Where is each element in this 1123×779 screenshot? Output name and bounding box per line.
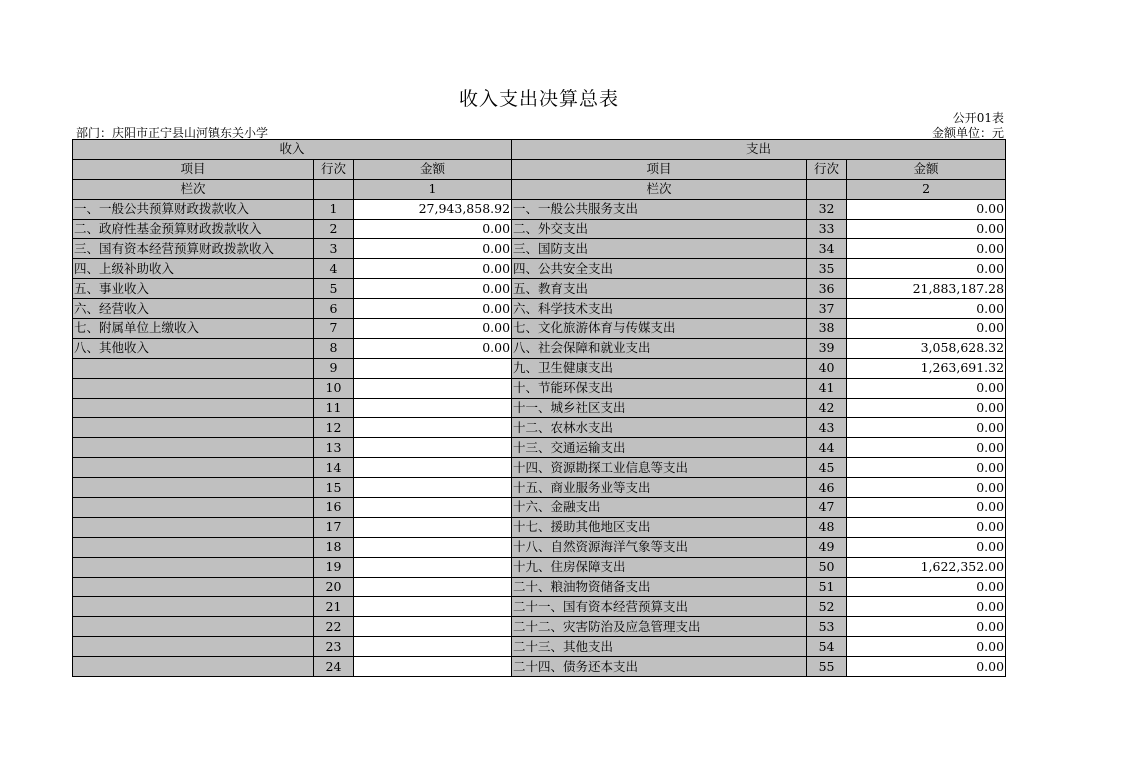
header-row-column-index (73, 179, 1006, 199)
expense-amount-cell: 21,883,187.28 (847, 279, 1006, 299)
income-item-cell (73, 597, 314, 617)
income-amount-cell (354, 458, 512, 478)
expense-item-cell: 十六、金融支出 (512, 498, 807, 518)
income-item-cell: 二、政府性基金预算财政拨款收入 (73, 219, 314, 239)
table-row (73, 239, 1006, 259)
income-line-cell: 23 (314, 637, 354, 657)
expense-item-cell: 三、国防支出 (512, 239, 807, 259)
income-amount-cell: 0.00 (354, 279, 512, 299)
expense-amount-header: 金额 (847, 159, 1006, 179)
header-row-section (73, 140, 1006, 160)
expense-line-cell: 40 (807, 358, 847, 378)
expense-line-cell: 52 (807, 597, 847, 617)
income-item-cell: 八、其他收入 (73, 338, 314, 358)
income-line-cell: 12 (314, 418, 354, 438)
income-item-cell: 七、附属单位上缴收入 (73, 319, 314, 339)
income-column-blank (314, 179, 354, 199)
income-amount-cell (354, 557, 512, 577)
expense-amount-cell: 0.00 (847, 438, 1006, 458)
expense-item-cell: 十五、商业服务业等支出 (512, 478, 807, 498)
expense-item-cell: 二十、粮油物资储备支出 (512, 577, 807, 597)
expense-line-cell: 38 (807, 319, 847, 339)
income-line-cell: 18 (314, 537, 354, 557)
expense-item-cell: 五、教育支出 (512, 279, 807, 299)
expense-line-cell: 36 (807, 279, 847, 299)
budget-table (72, 139, 1006, 677)
expense-amount-cell: 0.00 (847, 517, 1006, 537)
income-item-cell: 六、经营收入 (73, 299, 314, 319)
table-row (73, 299, 1006, 319)
income-line-cell: 17 (314, 517, 354, 537)
expense-item-cell: 六、科学技术支出 (512, 299, 807, 319)
expense-amount-cell: 1,622,352.00 (847, 557, 1006, 577)
expense-item-cell: 十一、城乡社区支出 (512, 398, 807, 418)
expense-line-cell: 34 (807, 239, 847, 259)
table-row (73, 537, 1006, 557)
income-item-cell (73, 438, 314, 458)
expense-item-cell: 九、卫生健康支出 (512, 358, 807, 378)
income-item-header: 项目 (73, 159, 314, 179)
income-item-cell (73, 498, 314, 518)
income-amount-cell (354, 577, 512, 597)
table-row (73, 577, 1006, 597)
expense-amount-cell: 0.00 (847, 418, 1006, 438)
table-row (73, 557, 1006, 577)
income-amount-cell (354, 378, 512, 398)
income-item-cell (73, 398, 314, 418)
income-line-cell: 4 (314, 259, 354, 279)
income-amount-cell: 0.00 (354, 299, 512, 319)
expense-amount-cell: 0.00 (847, 398, 1006, 418)
income-item-cell: 一、一般公共预算财政拨款收入 (73, 199, 314, 219)
income-line-cell: 14 (314, 458, 354, 478)
expense-item-cell: 十八、自然资源海洋气象等支出 (512, 537, 807, 557)
table-row (73, 319, 1006, 339)
table-row (73, 378, 1006, 398)
income-line-cell: 9 (314, 358, 354, 378)
income-line-cell: 13 (314, 438, 354, 458)
income-item-cell (73, 657, 314, 677)
expense-line-cell: 53 (807, 617, 847, 637)
expense-amount-cell: 1,263,691.32 (847, 358, 1006, 378)
table-row (73, 219, 1006, 239)
expense-item-cell: 二十三、其他支出 (512, 637, 807, 657)
income-amount-cell (354, 358, 512, 378)
expense-item-cell: 二、外交支出 (512, 219, 807, 239)
table-row (73, 259, 1006, 279)
expense-amount-cell: 0.00 (847, 478, 1006, 498)
income-amount-header: 金额 (354, 159, 512, 179)
income-amount-cell (354, 597, 512, 617)
expense-line-cell: 47 (807, 498, 847, 518)
income-item-cell (73, 557, 314, 577)
expense-line-cell: 41 (807, 378, 847, 398)
income-line-cell: 1 (314, 199, 354, 219)
expense-item-cell: 二十二、灾害防治及应急管理支出 (512, 617, 807, 637)
expense-amount-cell: 0.00 (847, 657, 1006, 677)
income-column-number: 1 (354, 179, 512, 199)
expense-line-cell: 33 (807, 219, 847, 239)
expense-line-cell: 37 (807, 299, 847, 319)
income-item-cell (73, 418, 314, 438)
income-amount-cell (354, 657, 512, 677)
expense-column-label: 栏次 (512, 179, 807, 199)
expense-line-cell: 51 (807, 577, 847, 597)
expense-amount-cell: 0.00 (847, 577, 1006, 597)
income-line-cell: 10 (314, 378, 354, 398)
table-row (73, 279, 1006, 299)
expense-line-cell: 48 (807, 517, 847, 537)
income-item-cell (73, 458, 314, 478)
income-amount-cell (354, 617, 512, 637)
income-item-cell (73, 537, 314, 557)
expense-amount-cell: 0.00 (847, 637, 1006, 657)
income-amount-cell (354, 478, 512, 498)
header-row-columns (73, 159, 1006, 179)
income-column-label: 栏次 (73, 179, 314, 199)
income-amount-cell: 0.00 (354, 259, 512, 279)
table-row (73, 597, 1006, 617)
income-item-cell (73, 358, 314, 378)
expense-amount-cell: 0.00 (847, 239, 1006, 259)
expense-item-cell: 四、公共安全支出 (512, 259, 807, 279)
income-amount-cell (354, 498, 512, 518)
income-item-cell (73, 378, 314, 398)
income-line-cell: 21 (314, 597, 354, 617)
expense-line-cell: 49 (807, 537, 847, 557)
income-line-header: 行次 (314, 159, 354, 179)
expense-line-cell: 39 (807, 338, 847, 358)
income-line-cell: 7 (314, 319, 354, 339)
income-amount-cell: 0.00 (354, 219, 512, 239)
income-amount-cell (354, 537, 512, 557)
expense-amount-cell: 0.00 (847, 299, 1006, 319)
expense-line-cell: 43 (807, 418, 847, 438)
table-row (73, 418, 1006, 438)
income-line-cell: 22 (314, 617, 354, 637)
expense-line-cell: 32 (807, 199, 847, 219)
expense-item-cell: 十、节能环保支出 (512, 378, 807, 398)
income-amount-cell (354, 398, 512, 418)
table-row (73, 358, 1006, 378)
expense-amount-cell: 0.00 (847, 378, 1006, 398)
income-line-cell: 16 (314, 498, 354, 518)
department-label: 部门：庆阳市正宁县山河镇东关小学 (76, 126, 269, 140)
income-item-cell (73, 637, 314, 657)
expense-item-cell: 七、文化旅游体育与传媒支出 (512, 319, 807, 339)
income-item-cell: 五、事业收入 (73, 279, 314, 299)
table-row (73, 657, 1006, 677)
expense-item-cell: 一、一般公共服务支出 (512, 199, 807, 219)
income-item-cell (73, 577, 314, 597)
income-item-cell (73, 517, 314, 537)
expense-item-header: 项目 (512, 159, 807, 179)
expense-amount-cell: 0.00 (847, 319, 1006, 339)
expense-amount-cell: 0.00 (847, 537, 1006, 557)
expense-item-cell: 二十四、债务还本支出 (512, 657, 807, 677)
income-amount-cell: 0.00 (354, 239, 512, 259)
unit-label: 金额单位：元 (931, 126, 1004, 140)
table-row (73, 478, 1006, 498)
income-item-cell (73, 617, 314, 637)
expense-line-cell: 46 (807, 478, 847, 498)
income-amount-cell (354, 517, 512, 537)
expense-amount-cell: 0.00 (847, 597, 1006, 617)
table-row (73, 498, 1006, 518)
table-row (73, 438, 1006, 458)
expense-line-cell: 35 (807, 259, 847, 279)
income-item-cell: 三、国有资本经营预算财政拨款收入 (73, 239, 314, 259)
income-line-cell: 15 (314, 478, 354, 498)
expense-item-cell: 十四、资源勘探工业信息等支出 (512, 458, 807, 478)
income-amount-cell (354, 637, 512, 657)
expense-item-cell: 十二、农林水支出 (512, 418, 807, 438)
expense-amount-cell: 0.00 (847, 617, 1006, 637)
income-line-cell: 6 (314, 299, 354, 319)
income-line-cell: 8 (314, 338, 354, 358)
income-line-cell: 5 (314, 279, 354, 299)
table-row (73, 617, 1006, 637)
expense-amount-cell: 0.00 (847, 498, 1006, 518)
expense-item-cell: 二十一、国有资本经营预算支出 (512, 597, 807, 617)
income-amount-cell: 27,943,858.92 (354, 199, 512, 219)
expense-section-header: 支出 (512, 140, 1006, 160)
table-row (73, 637, 1006, 657)
expense-amount-cell: 0.00 (847, 219, 1006, 239)
income-item-cell (73, 478, 314, 498)
expense-amount-cell: 0.00 (847, 458, 1006, 478)
expense-column-number: 2 (847, 179, 1006, 199)
expense-item-cell: 八、社会保障和就业支出 (512, 338, 807, 358)
income-amount-cell (354, 418, 512, 438)
income-line-cell: 11 (314, 398, 354, 418)
expense-line-cell: 55 (807, 657, 847, 677)
table-row (73, 199, 1006, 219)
form-number: 公开01表 (952, 111, 1004, 125)
expense-line-cell: 42 (807, 398, 847, 418)
expense-item-cell: 十三、交通运输支出 (512, 438, 807, 458)
table-row (73, 517, 1006, 537)
expense-column-blank (807, 179, 847, 199)
income-item-cell: 四、上级补助收入 (73, 259, 314, 279)
income-amount-cell: 0.00 (354, 338, 512, 358)
income-amount-cell: 0.00 (354, 319, 512, 339)
income-line-cell: 3 (314, 239, 354, 259)
income-line-cell: 24 (314, 657, 354, 677)
income-line-cell: 19 (314, 557, 354, 577)
expense-item-cell: 十九、住房保障支出 (512, 557, 807, 577)
table-row (73, 398, 1006, 418)
income-line-cell: 2 (314, 219, 354, 239)
expense-line-cell: 45 (807, 458, 847, 478)
table-row (73, 338, 1006, 358)
expense-amount-cell: 3,058,628.32 (847, 338, 1006, 358)
expense-item-cell: 十七、援助其他地区支出 (512, 517, 807, 537)
income-amount-cell (354, 438, 512, 458)
expense-amount-cell: 0.00 (847, 199, 1006, 219)
expense-line-header: 行次 (807, 159, 847, 179)
page-title: 收入支出决算总表 (458, 88, 619, 110)
income-line-cell: 20 (314, 577, 354, 597)
income-section-header: 收入 (73, 140, 512, 160)
expense-amount-cell: 0.00 (847, 259, 1006, 279)
expense-line-cell: 50 (807, 557, 847, 577)
table-row (73, 458, 1006, 478)
expense-line-cell: 44 (807, 438, 847, 458)
expense-line-cell: 54 (807, 637, 847, 657)
